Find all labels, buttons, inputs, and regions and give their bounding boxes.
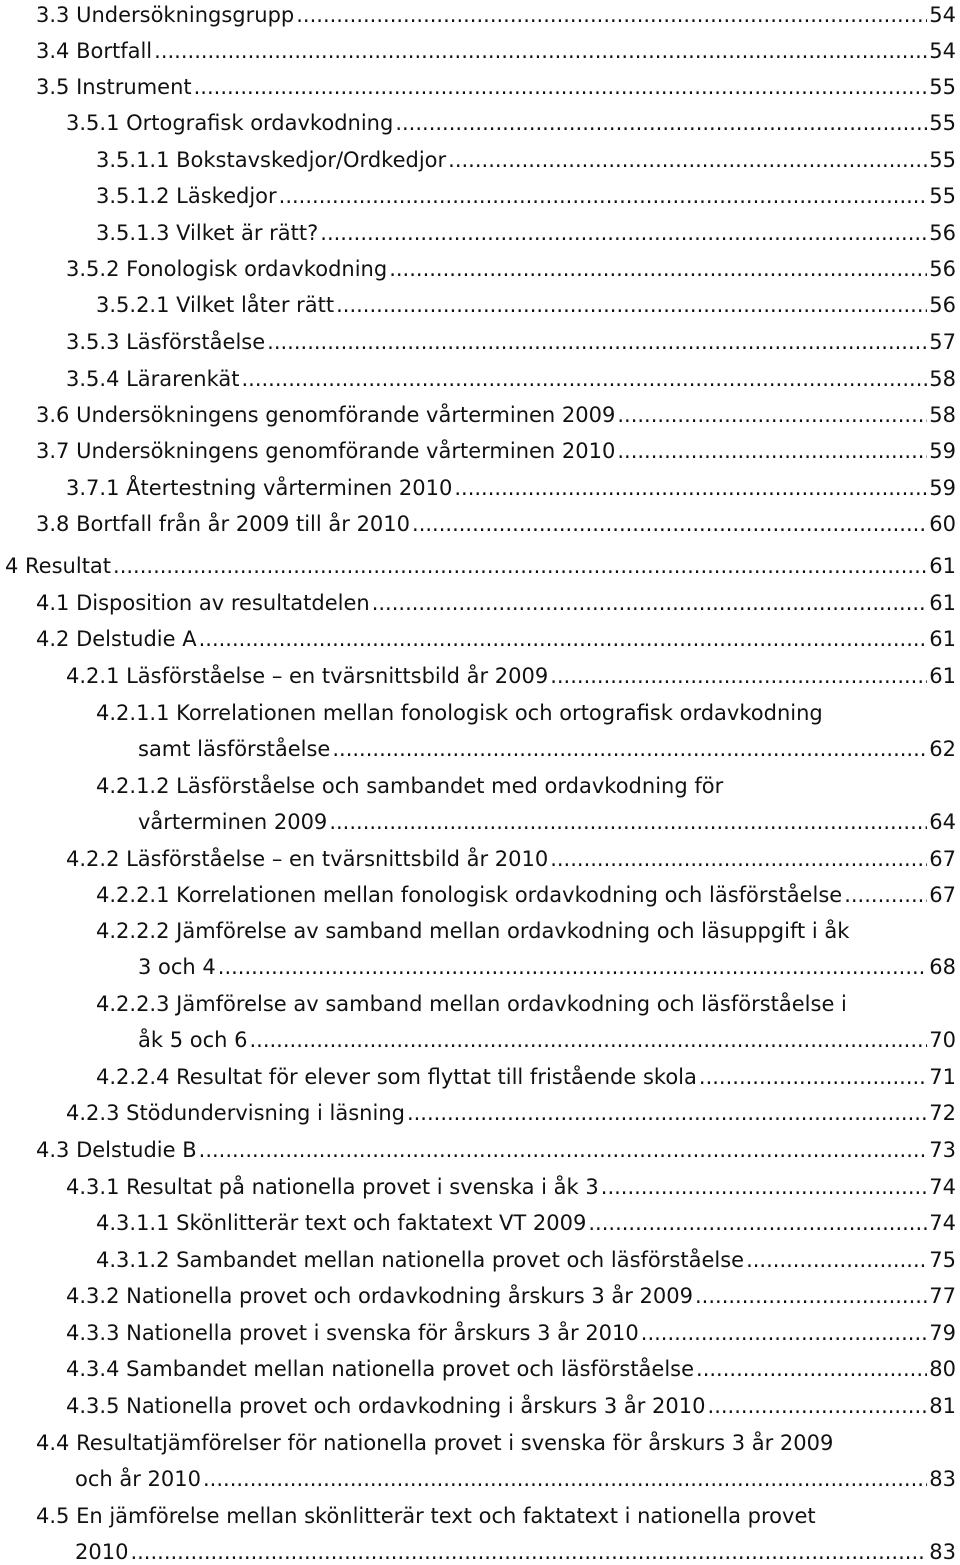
dot-leader [249, 1027, 927, 1053]
toc-entry-page: 59 [929, 439, 956, 463]
toc-entry-page: 57 [929, 330, 956, 354]
toc-entry-page: 80 [929, 1357, 956, 1381]
toc-entry-label: 4.3.3 Nationella provet i svenska för årskurs 3 år 2010 [66, 1321, 639, 1345]
toc-entry-label: 3.6 Undersökningens genomförande vårterminen 2009 [36, 403, 616, 427]
dot-leader [199, 626, 928, 652]
toc-entry-label: 4.3.1.1 Skönlitterär text och faktatext VT 2009 [96, 1211, 587, 1235]
toc-entry-label: 3.5.1.2 Läskedjor [96, 184, 277, 208]
toc-entry[interactable] [66, 475, 960, 501]
dot-leader [601, 1174, 928, 1200]
toc-entry-label: 3.5.1.1 Bokstavskedjor/Ordkedjor [96, 148, 447, 172]
toc-entry[interactable] [96, 1247, 960, 1273]
toc-entry-label: 3.7 Undersökningens genomförande vårterminen 2010 [36, 439, 616, 463]
toc-entry[interactable] [66, 110, 960, 136]
toc-entry-continuation: och år 2010 [75, 1467, 201, 1491]
dot-leader [550, 663, 927, 689]
toc-entry[interactable] [36, 511, 960, 537]
toc-entry-label: 4.2.2.3 Jämförelse av samband mellan ordavkodning och läsförståelse i [96, 992, 847, 1016]
dot-leader [412, 511, 927, 537]
toc-entry-page: 61 [929, 591, 956, 615]
dot-leader [130, 1539, 927, 1565]
toc-entry-label: 3.5.3 Läsförståelse [66, 330, 266, 354]
dot-leader [699, 1064, 927, 1090]
toc-entry-page: 73 [929, 1138, 956, 1162]
toc-entry-page: 61 [929, 664, 956, 688]
dot-leader [448, 147, 927, 173]
toc-entry-page: 81 [929, 1394, 956, 1418]
toc-entry[interactable] [36, 1503, 960, 1565]
toc-entry[interactable] [96, 700, 960, 762]
toc-entry-page: 70 [929, 1028, 956, 1052]
toc-entry-page: 83 [929, 1540, 956, 1564]
toc-entry-page: 83 [929, 1467, 956, 1491]
toc-entry-label: 3.5.2 Fonologisk ordavkodning [66, 257, 388, 281]
toc-entry[interactable] [96, 1210, 960, 1236]
toc-entry[interactable] [96, 183, 960, 209]
toc-entry-page: 55 [929, 75, 956, 99]
toc-entry-label: 4.3.5 Nationella provet och ordavkodning i årskurs 3 år 2010 [66, 1394, 706, 1418]
toc-entry-label: 4.2.1.2 Läsförståelse och sambandet med ordavkodning för [96, 774, 724, 798]
toc-entry[interactable] [66, 1174, 960, 1200]
toc-entry[interactable] [96, 147, 960, 173]
toc-entry-continuation: 3 och 4 [138, 955, 216, 979]
toc-entry[interactable] [66, 366, 960, 392]
toc-entry-page: 58 [929, 367, 956, 391]
dot-leader [279, 183, 928, 209]
toc-entry-page: 54 [929, 3, 956, 27]
toc-entry-label: 4.2.1.1 Korrelationen mellan fonologisk och ortografisk ordavkodning [96, 701, 823, 725]
toc-entry-label: 3.7.1 Återtestning vårterminen 2010 [66, 476, 453, 500]
toc-entry-label: 4.3 Delstudie B [36, 1138, 197, 1162]
toc-entry[interactable] [36, 402, 960, 428]
toc-entry[interactable] [66, 846, 960, 872]
toc-entry[interactable] [66, 329, 960, 355]
toc-entry-page: 71 [929, 1065, 956, 1089]
toc-entry-page: 74 [929, 1175, 956, 1199]
toc-entry-label: 4.1 Disposition av resultatdelen [36, 591, 370, 615]
toc-entry-label: 4.2.2 Läsförståelse – en tvärsnittsbild år 2010 [66, 847, 549, 871]
dot-leader [113, 553, 927, 579]
toc-entry-page: 68 [929, 955, 956, 979]
toc-entry[interactable] [36, 1430, 960, 1492]
toc-entry[interactable] [66, 663, 960, 689]
toc-entry-page: 60 [929, 512, 956, 536]
dot-leader [296, 2, 927, 28]
dot-leader [194, 74, 928, 100]
toc-entry-page: 56 [929, 221, 956, 245]
toc-entry[interactable] [96, 918, 960, 980]
toc-entry-label: 4.3.1.2 Sambandet mellan nationella provet och läsförståelse [96, 1248, 745, 1272]
toc-entry-label: 4.3.2 Nationella provet och ordavkodning årskurs 3 år 2009 [66, 1284, 693, 1308]
dot-leader [696, 1356, 927, 1382]
toc-entry-label: 4.3.1 Resultat på nationella provet i svenska i åk 3 [66, 1175, 599, 1199]
toc-entry-label: 4.5 En jämförelse mellan skönlitterär text och faktatext i nationella provet [36, 1504, 816, 1528]
dot-leader [336, 292, 927, 318]
dot-leader [395, 110, 927, 136]
toc-entry-page: 55 [929, 184, 956, 208]
dot-leader [320, 220, 927, 246]
toc-entry-page: 56 [929, 257, 956, 281]
toc-entry[interactable] [96, 991, 960, 1053]
toc-entry-page: 58 [929, 403, 956, 427]
toc-entry[interactable] [96, 773, 960, 835]
dot-leader [389, 256, 927, 282]
dot-leader [588, 1210, 927, 1236]
toc-entry-label: 4.4 Resultatjämförelser för nationella provet i svenska för årskurs 3 år 2009 [36, 1431, 834, 1455]
dot-leader [617, 438, 927, 464]
toc-entry-page: 77 [929, 1284, 956, 1308]
toc-entry[interactable] [96, 1064, 960, 1090]
toc-entry-label: 4.2.3 Stödundervisning i läsning [66, 1101, 405, 1125]
toc-entry[interactable] [66, 1356, 960, 1382]
toc-entry-label: 4.2.2.4 Resultat för elever som flyttat till fristående skola [96, 1065, 697, 1089]
toc-entry-label: 3.5.1 Ortografisk ordavkodning [66, 111, 394, 135]
toc-entry-page: 67 [929, 847, 956, 871]
dot-leader [372, 590, 928, 616]
toc-entry[interactable] [36, 38, 960, 64]
toc-entry[interactable] [66, 1320, 960, 1346]
toc-entry[interactable] [66, 256, 960, 282]
toc-entry[interactable] [66, 1100, 960, 1126]
toc-entry[interactable] [5, 553, 960, 579]
dot-leader [617, 402, 927, 428]
dot-leader [746, 1247, 927, 1273]
toc-entry-label: 3.4 Bortfall [36, 39, 153, 63]
dot-leader [154, 38, 927, 64]
toc-entry-page: 64 [929, 810, 956, 834]
toc-entry-page: 59 [929, 476, 956, 500]
dot-leader [708, 1393, 928, 1419]
toc-entry-label: 3.5.2.1 Vilket låter rätt [96, 293, 335, 317]
dot-leader [199, 1137, 928, 1163]
toc-entry[interactable] [36, 438, 960, 464]
dot-leader [241, 366, 927, 392]
dot-leader [454, 475, 927, 501]
toc-entry-page: 55 [929, 111, 956, 135]
toc-entry-page: 74 [929, 1211, 956, 1235]
toc-entry[interactable] [36, 2, 960, 28]
toc-entry-page: 55 [929, 148, 956, 172]
toc-entry-page: 72 [929, 1101, 956, 1125]
dot-leader [218, 954, 927, 980]
dot-leader [844, 882, 927, 908]
dot-leader [329, 809, 927, 835]
toc-entry[interactable] [66, 1283, 960, 1309]
toc-entry-page: 62 [929, 737, 956, 761]
dot-leader [695, 1283, 927, 1309]
toc-entry-continuation: vårterminen 2009 [138, 810, 328, 834]
toc-entry-continuation: samt läsförståelse [138, 737, 331, 761]
toc-entry-label: 3.5 Instrument [36, 75, 192, 99]
dot-leader [407, 1100, 927, 1126]
toc-entry[interactable] [96, 220, 960, 246]
toc-entry-page: 56 [929, 293, 956, 317]
toc-entry-page: 75 [929, 1248, 956, 1272]
toc-entry-label: 3.5.1.3 Vilket är rätt? [96, 221, 319, 245]
toc-entry-label: 3.5.4 Lärarenkät [66, 367, 240, 391]
dot-leader [203, 1466, 927, 1492]
toc-entry[interactable] [36, 1137, 960, 1163]
toc-entry-page: 54 [929, 39, 956, 63]
toc-entry-label: 3.8 Bortfall från år 2009 till år 2010 [36, 512, 411, 536]
toc-entry-label: 4.2.2.1 Korrelationen mellan fonologisk ordavkodning och läsförståelse [96, 883, 843, 907]
toc-entry[interactable] [36, 590, 960, 616]
toc-entry-label: 4.2 Delstudie A [36, 627, 197, 651]
dot-leader [267, 329, 927, 355]
dot-leader [641, 1320, 928, 1346]
toc-entry[interactable] [96, 292, 960, 318]
toc-entry[interactable] [96, 882, 960, 908]
toc-entry-label: 4.2.2.2 Jämförelse av samband mellan ordavkodning och läsuppgift i åk [96, 919, 850, 943]
toc-entry-label: 3.3 Undersökningsgrupp [36, 3, 295, 27]
toc-entry[interactable] [66, 1393, 960, 1419]
toc-entry-page: 79 [929, 1321, 956, 1345]
toc-entry-page: 61 [929, 554, 956, 578]
toc-entry[interactable] [36, 74, 960, 100]
dot-leader [550, 846, 927, 872]
toc-entry-continuation: 2010 [75, 1540, 129, 1564]
toc-entry[interactable] [36, 626, 960, 652]
toc-entry-page: 67 [929, 883, 956, 907]
toc-entry-continuation: åk 5 och 6 [138, 1028, 248, 1052]
toc-entry-label: 4.3.4 Sambandet mellan nationella provet och läsförståelse [66, 1357, 695, 1381]
toc-entry-label: 4 Resultat [5, 554, 112, 578]
toc-entry-label: 4.2.1 Läsförståelse – en tvärsnittsbild år 2009 [66, 664, 549, 688]
dot-leader [332, 736, 927, 762]
toc-entry-page: 61 [929, 627, 956, 651]
